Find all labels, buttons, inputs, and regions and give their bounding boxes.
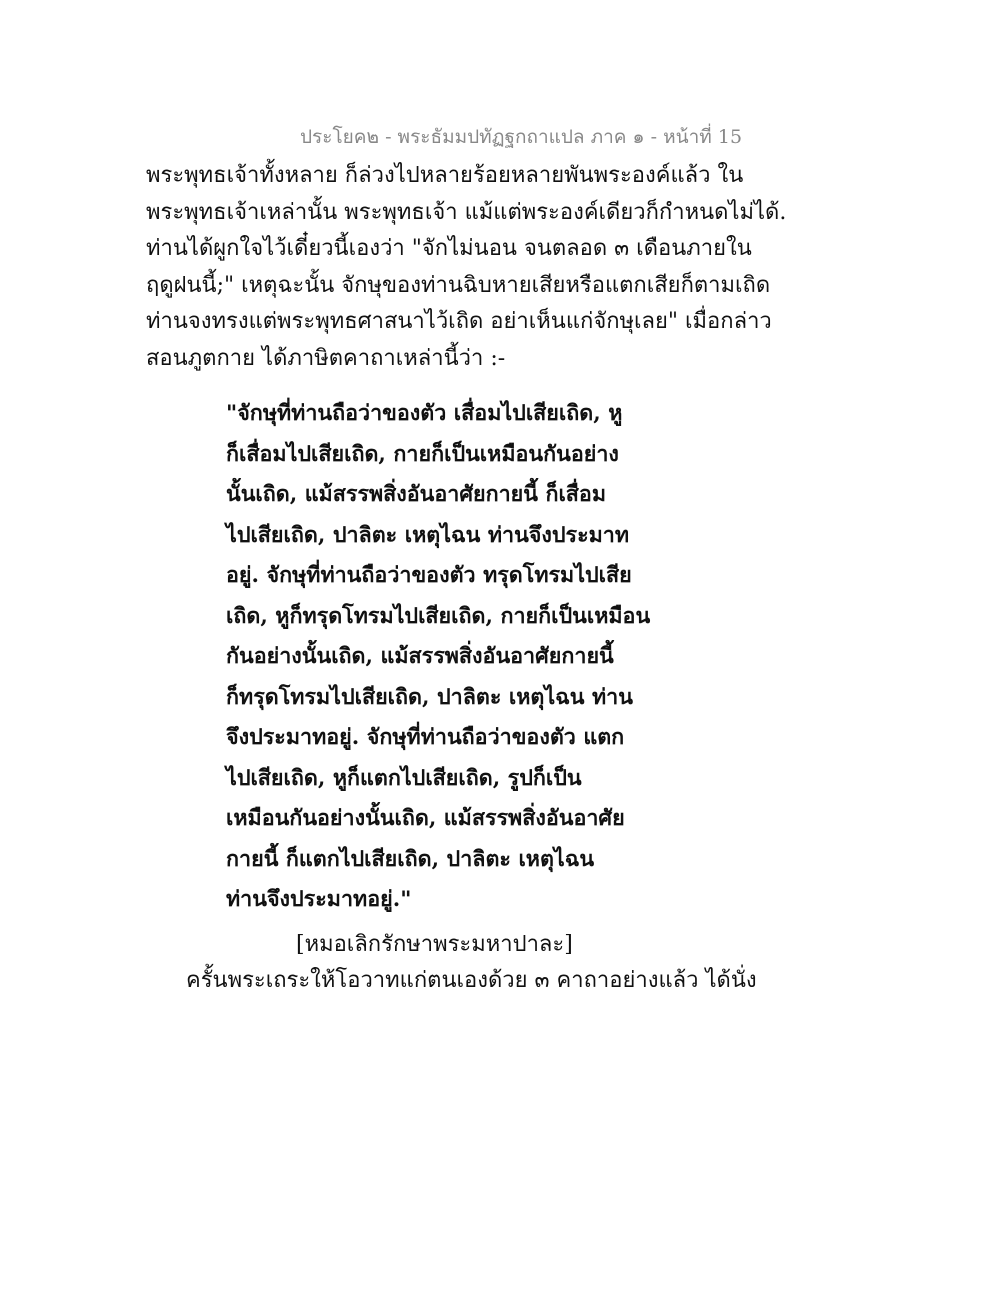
- verse-line: เหมือนกันอย่างนั้นเถิด, แม้สรรพสิ่งอันอาศัย: [226, 806, 625, 831]
- verse-line: ก็เสื่อมไปเสียเถิด, กายก็เป็นเหมือนกันอย่าง: [226, 441, 619, 467]
- verse-line: อยู่. จักษุที่ท่านถือว่าของตัว ทรุดโทรมไปเสีย: [226, 563, 632, 588]
- running-header: ประโยค๒ - พระธัมมปทัฏฐกถาแปล ภาค ๑ - หน้าที่ 15: [300, 126, 743, 148]
- body-line: สอนภูตกาย ได้ภาษิตคาถาเหล่านี้ว่า :-: [146, 345, 506, 371]
- verse-line: กายนี้ ก็แตกไปเสียเถิด, ปาลิตะ เหตุไฉน: [226, 846, 595, 872]
- verse-line: นั้นเถิด, แม้สรรพสิ่งอันอาศัยกายนี้ ก็เสื่อม: [226, 482, 607, 507]
- closing-line: ครั้นพระเถระให้โอวาทแก่ตนเองด้วย ๓ คาถาอย่างแล้ว ได้นั่ง: [186, 968, 757, 993]
- body-line: ท่านได้ผูกใจไว้เดี๋ยวนี้เองว่า "จักไม่นอน จนตลอด ๓ เดือนภายใน: [146, 236, 752, 261]
- body-line: พระพุทธเจ้าทั้งหลาย ก็ล่วงไปหลายร้อยหลายพันพระองค์แล้ว ใน: [146, 163, 744, 188]
- verse-line: ไปเสียเถิด, หูก็แตกไปเสียเถิด, รูปก็เป็น: [226, 765, 582, 791]
- verse-line: กันอย่างนั้นเถิด, แม้สรรพสิ่งอันอาศัยกายนี้: [226, 644, 614, 669]
- verse-line: ท่านจึงประมาทอยู่.": [226, 887, 412, 912]
- body-paragraph: [146, 158, 787, 377]
- verse-line: ไปเสียเถิด, ปาลิตะ เหตุไฉน ท่านจึงประมาท: [226, 522, 630, 548]
- verse-line: "จักษุที่ท่านถือว่าของตัว เสื่อมไปเสียเถิด, หู: [226, 401, 623, 426]
- verse-line: ก็ทรุดโทรมไปเสียเถิด, ปาลิตะ เหตุไฉน ท่าน: [226, 684, 633, 710]
- section-caption: [หมอเลิกรักษาพระมหาปาละ]: [296, 932, 573, 957]
- body-line: ท่านจงทรงแต่พระพุทธศาสนาไว้เถิด อย่าเห็นแก่จักษุเลย" เมื่อกล่าว: [146, 309, 772, 334]
- body-line: พระพุทธเจ้าเหล่านั้น พระพุทธเจ้า แม้แต่พระองค์เดียวก็กำหนดไม่ได้.: [146, 199, 787, 225]
- verse-line: เถิด, หูก็ทรุดโทรมไปเสียเถิด, กายก็เป็นเหมือน: [226, 603, 651, 629]
- body-line: ฤดูฝนนี้;" เหตุฉะนั้น จักษุของท่านฉิบหายเสียหรือแตกเสียก็ตามเถิด: [146, 272, 771, 298]
- verse-line: จึงประมาทอยู่. จักษุที่ท่านถือว่าของตัว แตก: [226, 725, 625, 750]
- verse-block: [226, 394, 651, 921]
